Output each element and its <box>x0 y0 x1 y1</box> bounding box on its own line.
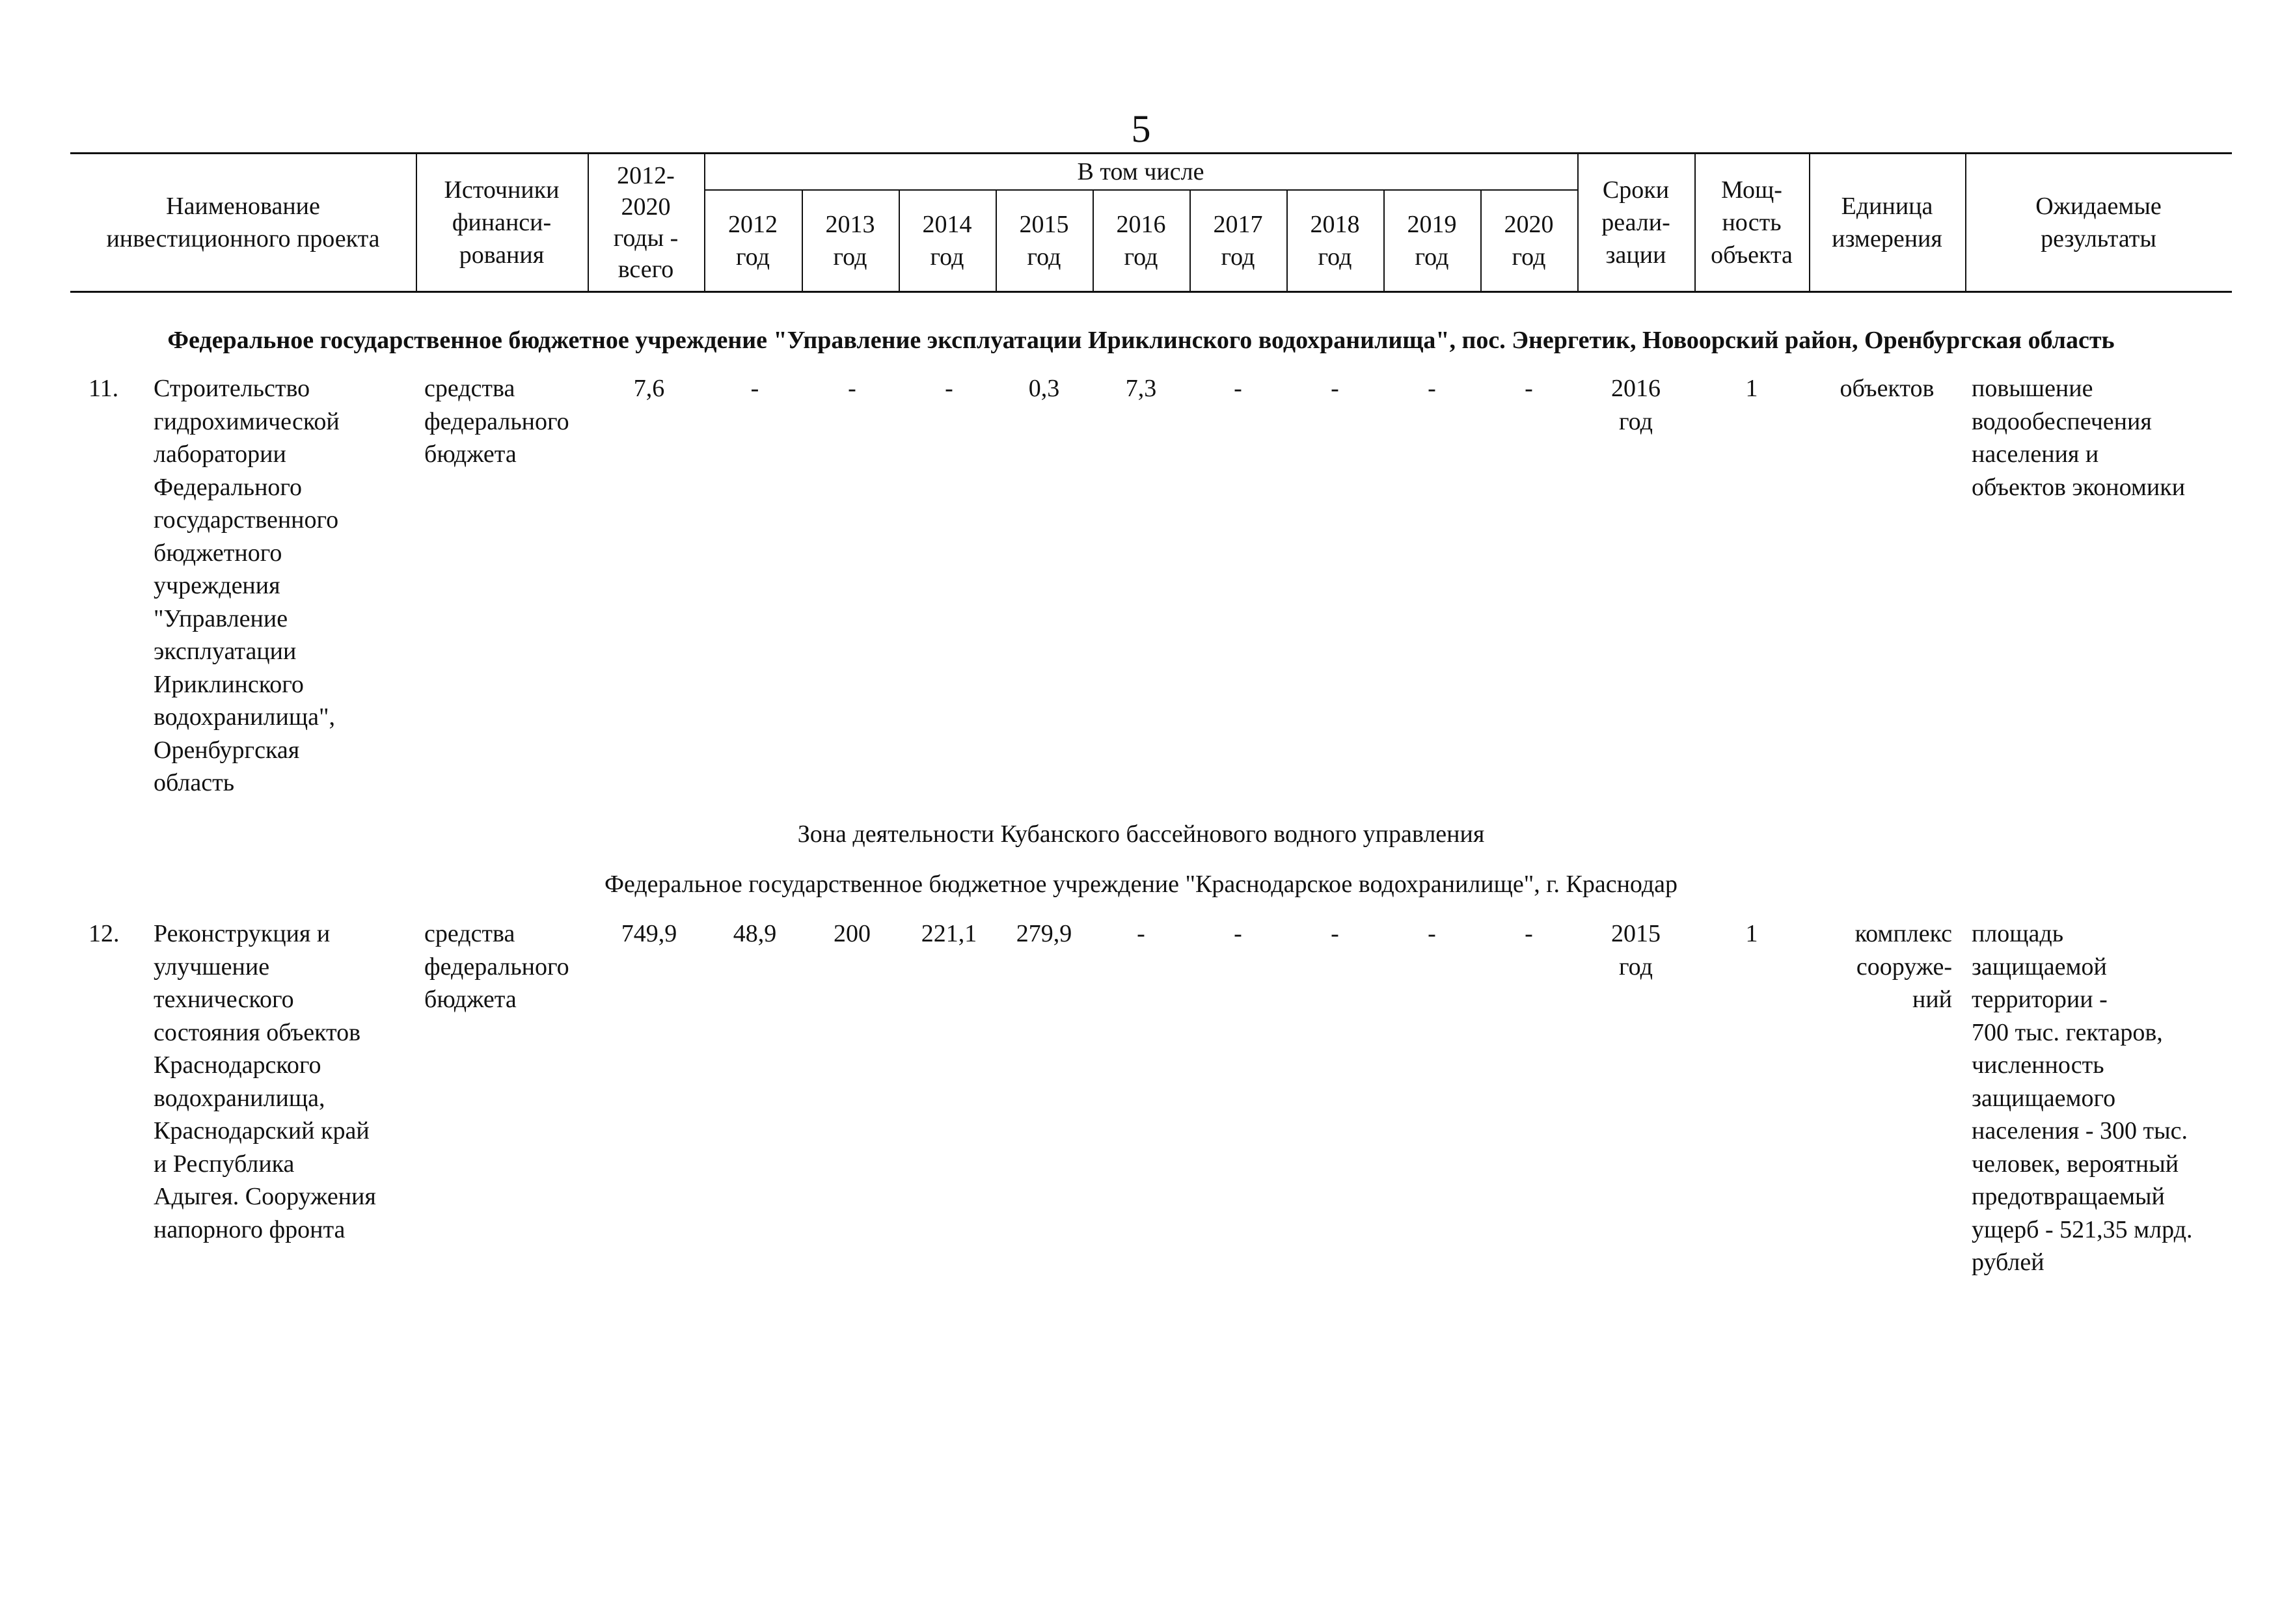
header-year-2020: 2020 год <box>1504 211 1554 271</box>
header-year-2013: 2013 год <box>825 211 875 271</box>
row-11-2016: 7,3 <box>1125 375 1157 402</box>
row-11-number: 11. <box>88 375 119 402</box>
row-11-source: средства федерального бюджета <box>424 375 569 468</box>
row-11-2018: - <box>1331 375 1339 402</box>
header-project-name: Наименование инвестиционного проекта <box>106 193 380 252</box>
header-year-2019: 2019 год <box>1407 211 1457 271</box>
zone-heading: Зона деятельности Кубанского бассейнового водного управления <box>797 820 1485 848</box>
header-results: Ожидаемые результаты <box>2035 193 2162 252</box>
row-12-2020: - <box>1525 920 1533 947</box>
row-12-2018: - <box>1331 920 1339 947</box>
row-12-2015: 279,9 <box>1016 920 1072 947</box>
row-12-result: площадь защищаемой территории - 700 тыс. гектаров, численность защищаемого населения - 300 тыс. человек, вероятный предотвращаемый ущерб - 521,35 млрд. рублей <box>1972 920 2193 1276</box>
header-terms: Сроки реали- зации <box>1601 176 1670 269</box>
row-11-2014: - <box>945 375 953 402</box>
row-11-total: 7,6 <box>633 375 665 402</box>
row-12-2017: - <box>1234 920 1242 947</box>
header-year-2018: 2018 год <box>1310 211 1360 271</box>
row-11-term: 2016 год <box>1611 375 1661 435</box>
row-11-2012: - <box>750 375 759 402</box>
header-sources: Источники финанси- рования <box>444 176 560 269</box>
section-org-iriklinsk: Федеральное государственное бюджетное учреждение "Управление эксплуатации Ириклинского водохранилища", пос. Энергетик, Новоорский район, Оренбургская область <box>167 327 2115 354</box>
row-12-capacity: 1 <box>1745 920 1758 947</box>
table-header <box>70 152 2232 293</box>
row-12-project-name: Реконструкция и улучшение технического состояния объектов Краснодарского водохранилища, Краснодарский край и Республика Адыгея. Сооружения напорного фронта <box>154 920 376 1243</box>
row-12-2012: 48,9 <box>733 920 777 947</box>
header-year-2017: 2017 год <box>1213 211 1263 271</box>
row-11-2015: 0,3 <box>1028 375 1060 402</box>
row-12-unit: комплекс сооруже- ний <box>1854 920 1952 1013</box>
row-11-2013: - <box>848 375 856 402</box>
row-11-capacity: 1 <box>1745 375 1758 402</box>
row-12-number: 12. <box>88 920 120 947</box>
section-org-krasnodar: Федеральное государственное бюджетное учреждение "Краснодарское водохранилище", г. Краснодар <box>604 871 1678 898</box>
header-capacity: Мощ- ность объекта <box>1711 176 1793 269</box>
row-12-2013: 200 <box>834 920 871 947</box>
header-year-2014: 2014 год <box>922 211 972 271</box>
header-including: В том числе <box>1077 158 1204 185</box>
page-number: 5 <box>1131 107 1151 150</box>
row-12-2016: - <box>1137 920 1145 947</box>
row-11-project-name: Строительство гидрохимической лаборатории Федерального государственного бюджетного учреждения "Управление эксплуатации Ириклинского водохранилища", Оренбургская область <box>154 375 340 796</box>
row-11-2017: - <box>1234 375 1242 402</box>
row-11-2019: - <box>1428 375 1436 402</box>
row-12-2019: - <box>1428 920 1436 947</box>
header-year-2016: 2016 год <box>1116 211 1166 271</box>
row-12-term: 2015 год <box>1611 920 1661 981</box>
row-12-total: 749,9 <box>621 920 677 947</box>
header-total: 2012- 2020 годы - всего <box>613 162 679 283</box>
header-unit: Единица измерения <box>1832 193 1942 252</box>
row-11-result: повышение водообеспечения населения и объектов экономики <box>1972 375 2186 501</box>
row-12-source: средства федерального бюджета <box>424 920 569 1013</box>
row-11-2020: - <box>1525 375 1533 402</box>
row-12-2014: 221,1 <box>921 920 977 947</box>
header-year-2012: 2012 год <box>728 211 778 271</box>
row-11-unit: объектов <box>1840 375 1935 402</box>
header-year-2015: 2015 год <box>1019 211 1069 271</box>
